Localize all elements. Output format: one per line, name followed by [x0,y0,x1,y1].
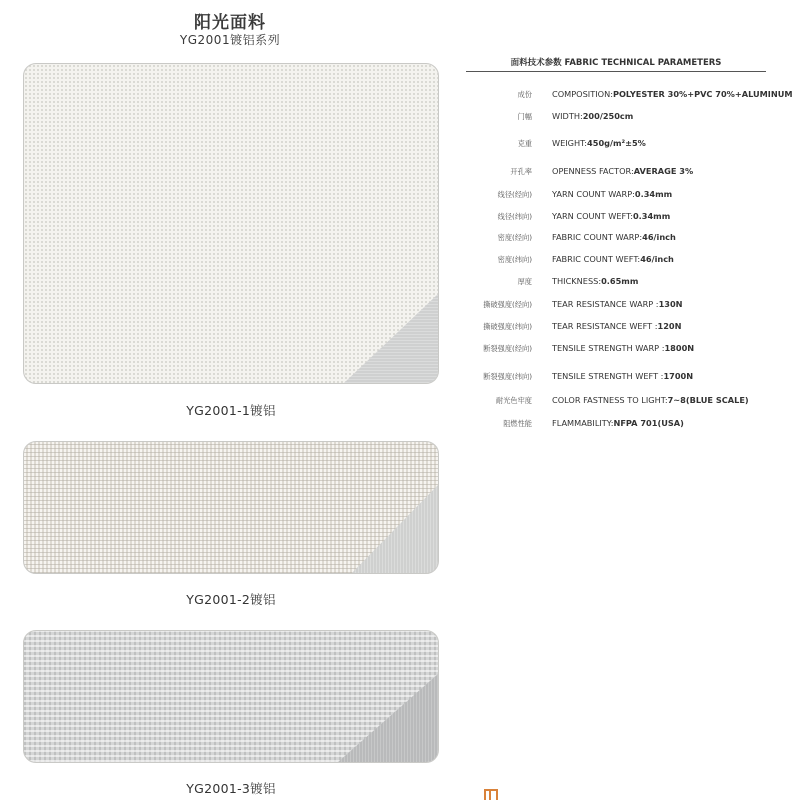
param-label-en [552,299,683,309]
param-label-en [552,89,792,99]
param-label-en [552,111,633,121]
param-value: 200/250cm [582,111,634,121]
param-row [466,371,800,385]
param-row [466,211,800,225]
param-label-cn: 密度(纬向) [497,255,532,264]
param-label-en [552,232,676,242]
param-label-cn: 成份 [517,90,532,99]
fabric-swatch-2 [23,441,439,574]
param-name: TEAR RESISTANCE WARP : [552,299,659,309]
param-value: 46/inch [642,232,676,242]
param-name: WIDTH: [552,111,583,121]
param-row [466,395,800,409]
param-label-cn: 断裂强度(纬向) [483,372,532,381]
swatch-caption-2: YG2001-2镀铝 [186,592,276,607]
param-row [466,232,800,246]
swatch-backside-corner [338,674,438,762]
param-value: 1800N [664,343,695,353]
param-row [466,343,800,357]
param-row [466,138,800,152]
param-name: OPENNESS FACTOR: [552,166,634,176]
param-value: 0.34mm [634,189,673,199]
param-label-cn: 开孔率 [510,167,532,176]
param-label-en [552,189,672,199]
param-label-en [552,276,638,286]
param-name: TENSILE STRENGTH WEFT : [552,371,664,381]
param-value: 46/inch [640,254,674,264]
param-label-cn: 阻燃性能 [503,419,532,428]
param-row [466,418,800,432]
param-label-en [552,395,749,405]
param-name: TEAR RESISTANCE WEFT : [552,321,658,331]
param-row [466,321,800,335]
param-label-cn: 密度(经向) [497,233,532,242]
fabric-swatch-1 [23,63,439,384]
param-label-cn: 线径(纬向) [497,212,532,221]
param-value: POLYESTER 30%+PVC 70%+ALUMINUM [612,89,793,99]
param-value: 120N [657,321,682,331]
param-name: YARN COUNT WARP: [552,189,635,199]
params-heading: 面料技术参数 FABRIC TECHNICAL PARAMETERS [510,58,722,68]
param-label-cn: 撕破强度(纬向) [483,322,532,331]
param-label-cn: 线径(经向) [497,190,532,199]
swatch-backside-corner [352,485,438,573]
param-row [466,254,800,268]
params-divider [466,71,766,72]
param-label-en [552,321,681,331]
param-label-en [552,166,693,176]
param-name: YARN COUNT WEFT: [552,211,633,221]
param-value: AVERAGE 3% [633,166,694,176]
fabric-swatch-3 [23,630,439,763]
param-label-cn: 撕破强度(经向) [483,300,532,309]
param-value: 0.34mm [632,211,671,221]
param-row [466,189,800,203]
param-label-cn: 克重 [517,139,532,148]
param-value: 130N [658,299,683,309]
param-label-en [552,138,646,148]
param-label-en [552,211,670,221]
param-label-cn: 门幅 [517,112,532,121]
param-row [466,111,800,125]
param-name: TENSILE STRENGTH WARP : [552,343,665,353]
param-label-cn: 断裂强度(经向) [483,344,532,353]
series-subtitle: YG2001镀铝系列 [179,33,281,47]
param-label-en [552,371,693,381]
param-name: WEIGHT: [552,138,588,148]
param-label-en [552,254,674,264]
param-label-cn: 耐光色牢度 [496,396,532,405]
param-value: 450g/m²±5% [587,138,646,148]
param-name: FLAMMABILITY: [552,418,614,428]
param-row [466,89,800,103]
page-title: 阳光面料 [194,13,266,33]
swatch-backside-corner [344,294,438,383]
param-row [466,276,800,290]
param-row [466,299,800,313]
swatch-caption-1: YG2001-1镀铝 [186,403,276,418]
param-row [466,166,800,180]
param-value: 7~8(BLUE SCALE) [667,395,749,405]
swatch-caption-3: YG2001-3镀铝 [186,781,276,796]
param-name: FABRIC COUNT WARP: [552,232,643,242]
param-name: COMPOSITION: [552,89,613,99]
param-name: THICKNESS: [552,276,602,286]
param-value: NFPA 701(USA) [613,418,684,428]
param-value: 0.65mm [601,276,639,286]
param-label-en [552,418,684,428]
brand-logo-icon [484,789,498,800]
param-name: COLOR FASTNESS TO LIGHT: [552,395,668,405]
param-label-en [552,343,694,353]
param-label-cn: 厚度 [517,277,532,286]
param-name: FABRIC COUNT WEFT: [552,254,641,264]
param-value: 1700N [663,371,694,381]
